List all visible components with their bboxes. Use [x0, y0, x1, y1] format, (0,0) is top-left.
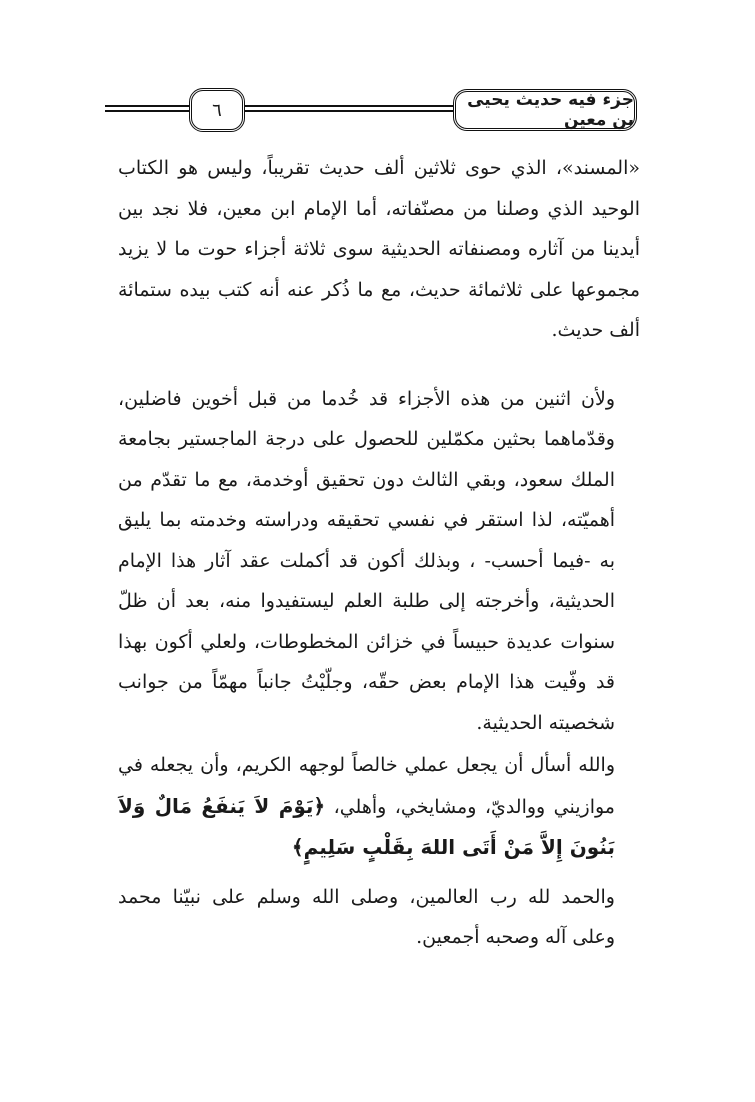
header-rule-left: [105, 105, 189, 107]
closing-paragraph: والحمد لله رب العالمين، وصلى الله وسلم على نبيّنا محمد وعلى آله وصحبه أجمعين.: [118, 885, 615, 948]
header-rule-middle-lower: [245, 110, 453, 112]
page-number: [189, 88, 245, 132]
paragraph-3-text: والله أسأل أن يجعل عملي خالصاً لوجهه الكريم، وأن يجعله في موازيني ووالديّ، ومشايخي، وأهلي،: [118, 754, 615, 818]
paragraph-1: «المسند»، الذي حوى ثلاثين ألف حديث تقريباً، وليس هو الكتاب الوحيد الذي وصلنا من مصنّفاته، أما الإمام ابن معين، فلا نجد بين أيدينا من آثاره ومصنفاته الحديثية سوى ثلاثة أجزاء حوت ما لا يزيد مجموعها على ثلاثمائة حديث، مع ما ذُكر عنه أنه كتب بيده ستمائة ألف حديث.: [118, 157, 640, 341]
quran-verse: ﴿يَوْمَ لاَ يَنفَعُ مَالٌ وَلاَ بَنُونَ إِلاَّ مَنْ أَتَى اللهَ بِقَلْبٍ سَلِيمٍ﴾: [118, 793, 615, 859]
paragraph-3: [118, 745, 640, 869]
running-title: [453, 89, 637, 131]
paragraph-2: ولأن اثنين من هذه الأجزاء قد خُدما من قبل أخوين فاضلين، وقدّماهما بحثين مكمّلين للحصول على درجة الماجستير بجامعة الملك سعود، وبقي الثالث دون تحقيق أوخدمة، مع ما تقدّم من أهميّته، لذا استقر في نفسي تحقيقه ودراسته وخدمته بما يليق به -فيما أحسب- ، وبذلك أكون قد أكملت عقد آثار هذا الإمام الحديثية، وأخرجته إلى طلبة العلم ليستفيدوا منه، بعد أن ظلّ سنوات عديدة حبيساً في خزائن المخطوطات، ولعلي أكون بهذا قد وفّيت هذا الإمام بعض حقّه، وجلّيْتُ جانباً مهمّاً من جوانب شخصيته الحديثية.: [118, 387, 615, 734]
header-rule-left-lower: [105, 110, 189, 112]
page-number-text: ٦: [212, 99, 222, 121]
running-title-text: جزء فيه حديث يحيى بن معين: [467, 90, 634, 130]
header-rule-middle: [245, 105, 453, 107]
page-body: [118, 148, 640, 958]
page-header: [0, 80, 755, 140]
